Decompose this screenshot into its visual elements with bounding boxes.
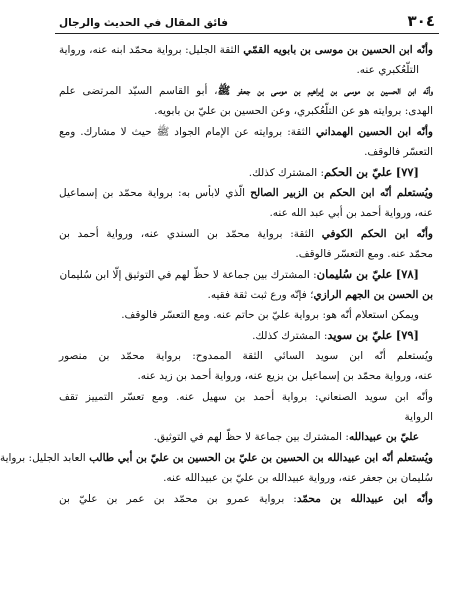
line-text: : المشترك كذلك.: [248, 167, 325, 180]
line-text: ويُستعلم أنّه ابن سويد السائي الثقة الممدوح: برواية محمّد بن منصور: [59, 349, 433, 362]
line-text: ، أبو القاسم السيّد المرتضى علم: [59, 84, 218, 97]
line-text: الهدى: بروايته هو عن التلّعُكبري، وعن الحسين بن عليّ بن بابويه.: [154, 105, 433, 118]
entry-number: [٧٩]: [395, 328, 419, 343]
entry-name: عليّ بن سُليمان: [316, 267, 393, 282]
line-text: الثقة: بروايته عن الإمام الجواد ﷺ حيث لا مشارك. ومع: [59, 125, 317, 138]
text-line: [59, 387, 433, 407]
line-text: : المشترك بين جماعة لا حظّ لهم في التوثيق إلّا ابن سُليمان: [59, 269, 317, 282]
bold-phrase: ويُستعلم أنّه ابن عبيدالله بن الحسين بن عليّ بن الحسين بن عليّ بن أبي طالب: [89, 451, 433, 464]
line-text: الثقة الجليل: برواية محمّد ابنه عنه، ورواية: [59, 44, 244, 56]
line-text: الثقة: برواية محمّد بن السندي عنه، ورواية أحمد بن: [59, 227, 322, 240]
line-text: : المشترك كذلك.: [252, 330, 328, 343]
text-line: [59, 264, 433, 284]
line-text: الّذي لابأس به: برواية محمّد بن إسماعيل: [59, 186, 251, 199]
entry-number: [٧٨]: [395, 267, 419, 282]
line-text: التعسّر فالوقف.: [364, 145, 433, 158]
text-line: [59, 203, 433, 223]
line-text: الرواية: [404, 411, 433, 424]
bold-phrase: ويُستعلم أنّه ابن الحكم بن الزبير الصالح: [250, 186, 433, 199]
line-text: عنه، ورواية محمّد بن إسماعيل بن بزيع عنه، ورواية أحمد بن زيد عنه.: [137, 370, 433, 383]
page-header: [59, 10, 435, 30]
text-line: [59, 122, 433, 142]
line-text: التلّعُكبري عنه.: [356, 64, 419, 77]
bold-phrase: بن الحسن بن الجهم الرازي: [313, 288, 433, 301]
text-line: [59, 407, 433, 427]
header-rule: [55, 33, 439, 34]
entry-number: [٧٧]: [395, 165, 419, 180]
text-line: [59, 40, 433, 60]
line-text: سُليمان بن جعفر عنه، ورواية عبيدالله بن عليّ بن عبيدالله عنه.: [163, 472, 433, 485]
line-text: محمّد عنه. ومع التعسّر فالوقف.: [295, 247, 433, 260]
bold-phrase: وأنّه ابن الحسين بن موسى بن بابويه القمّي: [243, 44, 433, 56]
line-text: ويمكن استعلام أنّه هو: برواية عليّ بن حاتم عنه. ومع التعسّر فالوقف.: [121, 309, 419, 322]
text-line: [59, 183, 433, 203]
text-line: [59, 325, 433, 345]
line-text: عنه، ورواية أحمد بن أبي عبد الله عنه.: [269, 207, 433, 220]
line-text: ؛ فإنّه ورع ثبت ثقة فقيه.: [207, 288, 314, 301]
entry-name: عليّ بن سويد: [327, 328, 393, 343]
text-line: [59, 224, 433, 244]
text-line: [0, 448, 433, 468]
entry-name: عليّ بن الحكم: [324, 165, 393, 180]
text-line: [59, 427, 433, 447]
text-line: [59, 366, 433, 386]
text-line: [59, 162, 433, 182]
line-text: العابد الجليل: برواية: [0, 451, 90, 464]
text-line: [59, 244, 433, 264]
text-line: [59, 60, 433, 80]
text-line: [59, 468, 433, 488]
line-text: : برواية عمرو بن محمّد بن عمر بن عليّ بن: [59, 492, 297, 505]
page-number: ٣٠٤: [407, 12, 435, 30]
text-line: [59, 101, 433, 121]
bold-phrase: وأنّه ابن الحكم الكوفي: [321, 227, 433, 240]
running-title: فائق المقال في الحديث والرجال: [59, 17, 228, 29]
text-line: [59, 81, 433, 101]
text-line: [59, 489, 433, 509]
text-line: [59, 285, 433, 305]
text-line: [59, 305, 433, 325]
bold-phrase: وأنّه ابن عبيدالله بن محمّد: [296, 492, 433, 505]
line-text: وأنّه ابن سويد الصنعاني: برواية أحمد بن سهيل عنه. ومع تعسّر التمييز تقف: [59, 390, 433, 403]
text-line: [59, 346, 433, 366]
bold-phrase: وأنّه ابن الحسين الهمداني: [316, 125, 433, 138]
bold-phrase: وأنّه ابن الحسين بن موسى بن إبراهيم بن موسى بن جعفر ﷺ: [217, 84, 433, 97]
text-line: [59, 142, 433, 162]
line-text: : المشترك بين جماعة لا حظّ لهم في التوثيق.: [153, 431, 349, 444]
bold-phrase: عليّ بن عبيدالله: [348, 431, 419, 444]
page-body: [0, 40, 433, 610]
